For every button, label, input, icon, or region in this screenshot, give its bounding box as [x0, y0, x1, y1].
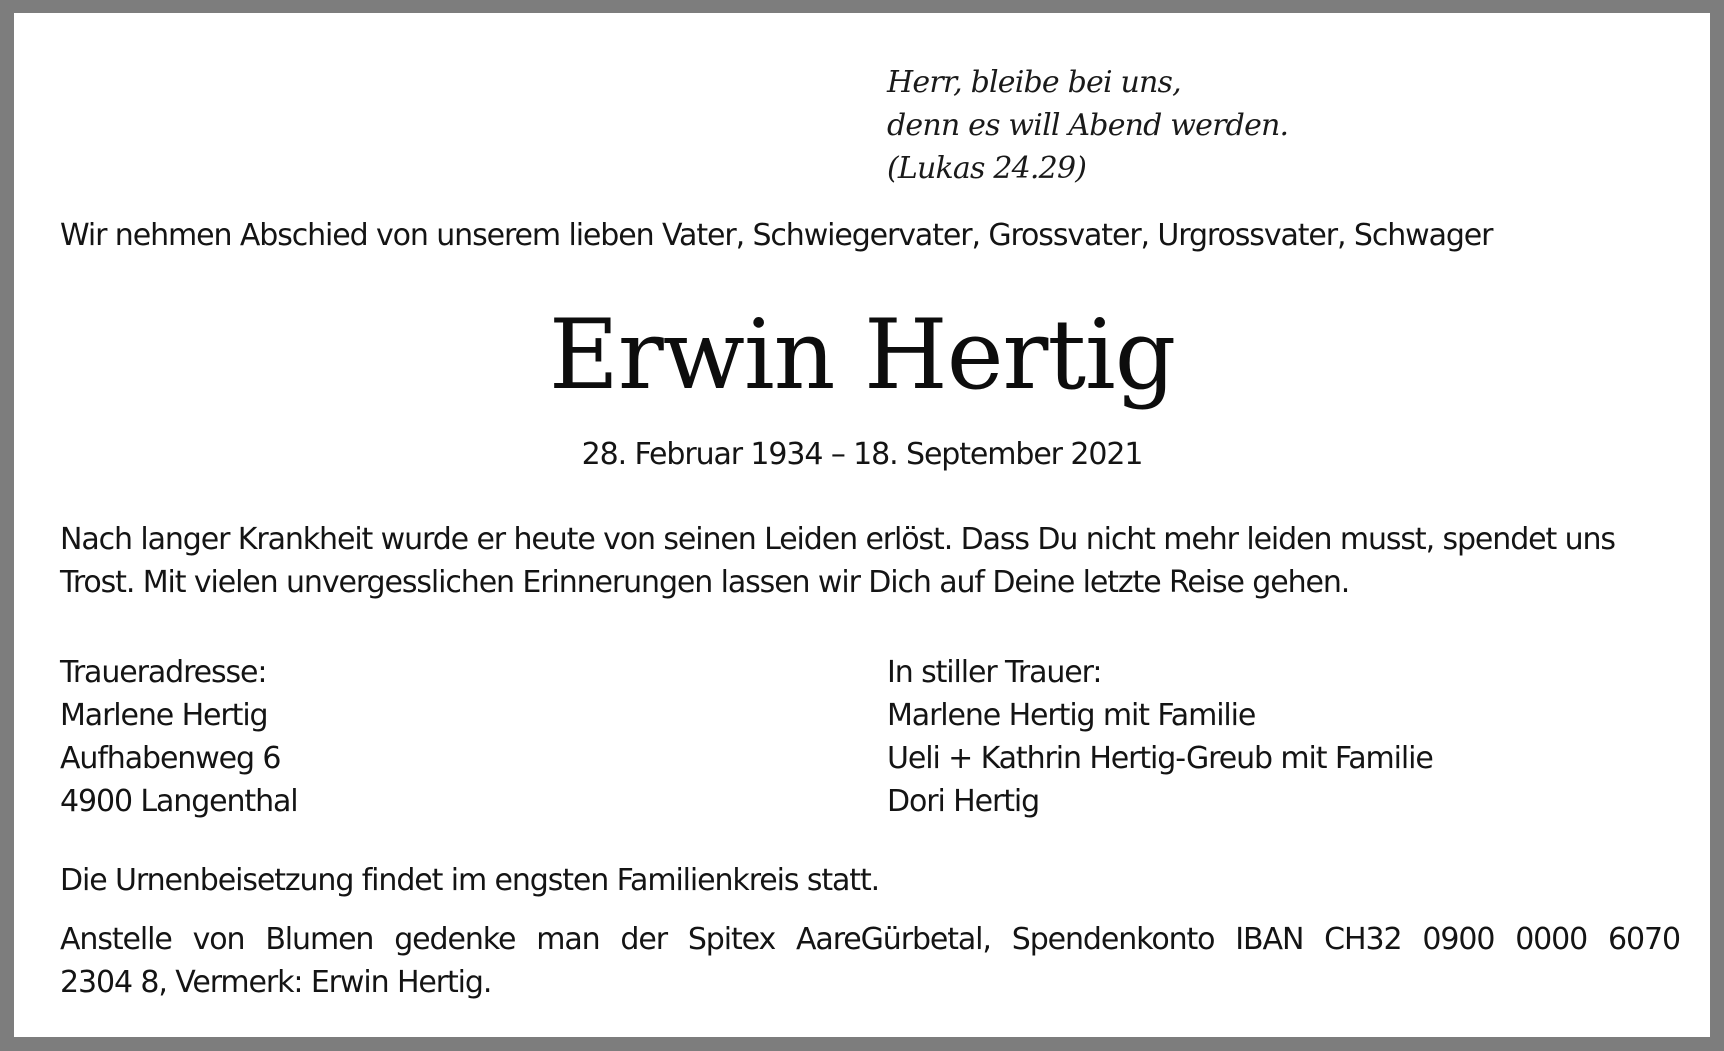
- mourners-heading: In stiller Trauer:: [887, 655, 1102, 690]
- urn-burial-notice: Die Urnenbeisetzung findet im engsten Familienkreis statt.: [60, 863, 880, 898]
- deceased-name: Erwin Hertig: [548, 299, 1176, 411]
- mourners-list: [887, 651, 1433, 823]
- address-city: 4900 Langenthal: [60, 784, 298, 819]
- obituary-paragraph: [60, 518, 1680, 604]
- donation-line: 2304 8, Vermerk: Erwin Hertig.: [60, 965, 492, 1000]
- mourning-address: [60, 651, 298, 823]
- verse-reference: (Lukas 24.29): [887, 151, 1087, 186]
- mourner-item: Dori Hertig: [887, 784, 1040, 819]
- verse-line: Herr, bleibe bei uns,: [887, 65, 1181, 100]
- address-street: Aufhabenweg 6: [60, 741, 281, 776]
- address-heading: Traueradresse:: [60, 655, 267, 690]
- paragraph-line: Trost. Mit vielen unvergesslichen Erinnerungen lassen wir Dich auf Deine letzte Reise gehen.: [60, 565, 1350, 600]
- mourner-item: Ueli + Kathrin Hertig-Greub mit Familie: [887, 741, 1433, 776]
- farewell-intro: Wir nehmen Abschied von unserem lieben Vater, Schwiegervater, Grossvater, Urgrossvater, Schwager: [60, 218, 1493, 253]
- paragraph-line: Nach langer Krankheit wurde er heute von seinen Leiden erlöst. Dass Du nicht mehr leiden musst, spendet uns: [60, 522, 1615, 557]
- life-dates: 28. Februar 1934 – 18. September 2021: [581, 437, 1143, 472]
- verse-line: denn es will Abend werden.: [887, 108, 1289, 143]
- donation-notice: [60, 918, 1680, 1004]
- bible-verse: [887, 61, 1288, 190]
- obituary-notice: [14, 13, 1710, 1037]
- mourner-item: Marlene Hertig mit Familie: [887, 698, 1256, 733]
- donation-line: Anstelle von Blumen gedenke man der Spitex AareGürbetal, Spendenkonto IBAN CH32 0900 0000 6070: [60, 922, 1680, 957]
- address-name: Marlene Hertig: [60, 698, 268, 733]
